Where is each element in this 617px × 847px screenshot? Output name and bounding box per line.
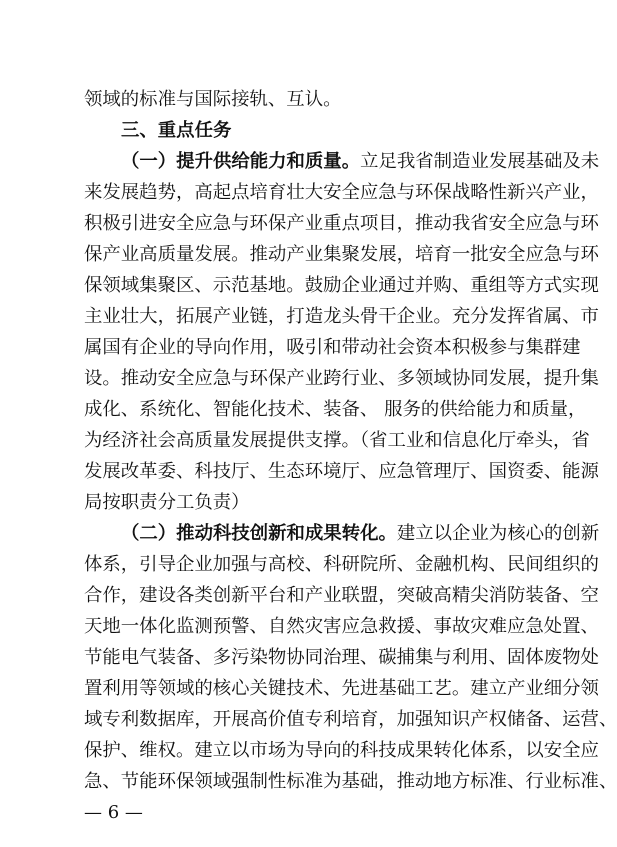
task1-first-line [121, 148, 600, 176]
task1-line: 主业壮大，拓展产业链，打造龙头骨干企业。充分发挥省属、市 [84, 306, 599, 327]
continuation-line: 领域的标准与国际接轨、互认。 [84, 89, 342, 110]
task2-line: 体系，引导企业加强与高校、科研院所、金融机构、民间组织的 [84, 554, 599, 575]
task1-line: 积极引进安全应急与环保产业重点项目，推动我省安全应急与环 [84, 213, 599, 234]
task1-line: 保产业高质量发展。推动产业集聚发展，培育一批安全应急与环 [84, 244, 599, 265]
task1-line: 保领域集聚区、示范基地。鼓励企业通过并购、重组等方式实现 [84, 275, 599, 296]
task2-line: 天地一体化监测预警、自然灾害应急救援、事故灾难应急处置、 [84, 616, 599, 637]
task2-first-line [121, 520, 600, 548]
task1-line: 成化、系统化、智能化技术、装备、 服务的供给能力和质量， [84, 399, 587, 420]
task1-line: 局按职责分工负责） [84, 492, 250, 513]
task2-line: 置利用等领域的核心关键技术、先进基础工艺。建立产业细分领 [84, 678, 599, 699]
task1-line: 立足我省制造业发展基础及未 [360, 151, 600, 172]
task1-line: 发展改革委、科技厅、生态环境厅、应急管理厅、国资委、能源 [84, 461, 599, 482]
task2-line: 节能电气装备、多污染物协同治理、碳捕集与利用、固体废物处 [84, 647, 599, 668]
section-heading: 三、重点任务 [121, 120, 232, 141]
task1-line: 属国有企业的导向作用，吸引和带动社会资本积极参与集群建 [84, 337, 581, 358]
page-number: — 6 — [84, 802, 143, 823]
task1-title: （一）提升供给能力和质量。 [121, 151, 361, 172]
task2-title: （二）推动科技创新和成果转化。 [121, 523, 397, 544]
task2-line: 合作，建设各类创新平台和产业联盟，突破高精尖消防装备、空 [84, 585, 599, 606]
task2-line: 建立以企业为核心的创新 [396, 523, 600, 544]
task1-line: 为经济社会高质量发展提供支撑。（省工业和信息化厅牵头，省 [84, 430, 590, 451]
task1-line: 来发展趋势，高起点培育壮大安全应急与环保战略性新兴产业， [84, 182, 599, 203]
task1-line: 设。推动安全应急与环保产业跨行业、多领域协同发展，提升集 [84, 368, 599, 389]
task2-line: 保护、维权。建立以市场为导向的科技成果转化体系，以安全应 [84, 740, 599, 761]
task2-line: 急、节能环保领域强制性标准为基础，推动地方标准、行业标准、 [84, 771, 617, 792]
task2-line: 域专利数据库，开展高价值专利培育，加强知识产权储备、运营、 [84, 709, 617, 730]
